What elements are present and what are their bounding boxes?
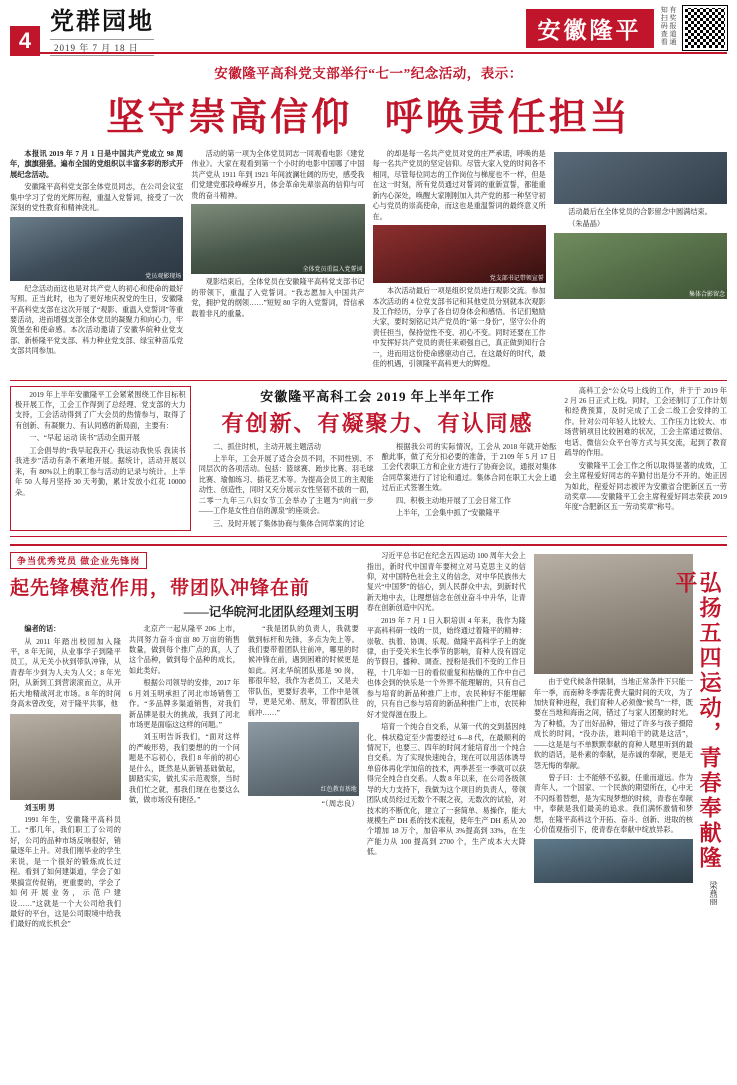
feature-para: 根据公司领导的安排，2017 年 6 月刘玉明承担了河北市场销售工作。“多品牌多渠道销售，对我们新品牌是很大的挑战，我到了河北市场更是面临这这样的问题。” (128, 679, 240, 729)
union-item: 四、积极主动地开展了工会日常工作 (395, 496, 511, 505)
masthead (10, 6, 727, 54)
photo-subject-portrait (10, 714, 121, 800)
lead-para: 活动的第一项为全体党员同志一同观看电影《建党伟业》。大家在观看到第一个小时的电影中国哪了中国共产党从 1911 年到 1921 年间波澜壮阔的历史，感受我们党建党那段峥嵘岁月，体会革命先辈崇高的信仰与可贵的奋斗精神。 (191, 150, 365, 200)
lead-para: 的却是每一名共产党员对党的庄严承诺，呼唤的是每一名共产党员的坚定信仰。尽管大家入党的时间各不相同，尽管每位同志的工作岗位与梯度也不一样，但是在这一时刻，所有党员通过对誓词的重新宣誓，都能重新内心深处，唤醒大家刚刚加入共产党的那一种坚守初心与党员的崇高使命，而这也是重温誓词的最终意义所在。 (372, 150, 546, 221)
photo-meeting-room (10, 217, 183, 281)
union-item: 三、及时开展了集体协商与集体合同草案的讨论 (213, 519, 365, 528)
right-para: 曾子曰：士不能够不弘毅，任重而道远。作为青年人，一个国家、一个民族的期望所在，心中无不闪烁着替想，是为实现梦想的时候，青春在奉献中，奉献是我们最美的追求。我们满怀激情和梦想，在隆平高科这个开拓、奋斗、创新、进取的核心价值观指引下，使青春在奉献中绽放异彩。 (533, 774, 693, 835)
union-left-box (10, 386, 191, 532)
feature-byline: “（周志良） (321, 799, 359, 808)
lead-kicker: 安徽隆平高科党支部举行“七一”纪念活动，表示： (214, 66, 523, 81)
lead-para: 纪念活动而这也是对共产党人的初心和使命的最好写照。正当此时，也为了更好地庆祝党的生日，安徽隆平高科党支部在这次开展了“观影、重温入党誓词”等重要活动，进而增强支部全体党员的凝聚力和向心力，牢筑堡垒和使命感。本次活动邀请了安徽华皖种业党支部、新桥隆平党支部、科力种业党支部、绿宝种苗瓜党支部共同参加。 (10, 284, 184, 356)
lead-para: 本次活动最后一项是组织党员进行观影交流。参加本次活动的 4 位党支部书记和其他党员分别就本次观影及工作经历，分享了各自切身体会和感悟。书记们勉励大家，要时刻铭记共产党员的“第一身份”，坚守公仆的责任担当，保持觉性不变、初心不变。同时还要在工作中发挥好共产党员的责任来顽强自己，真正做到知行合一，进而用这份使命感驱动自己，在这最好的时代，最佳的机遇，引领隆平高科更大的辉煌。 (372, 287, 546, 369)
lead-para: 本报讯 2019 年 7 月 1 日是中国共产党成立 98 周年，旗旗猎猎。遍布全国的党组织以丰富多彩的形式开展纪念活动。 (10, 150, 184, 179)
lead-column-2 (191, 149, 364, 372)
union-item: 根据我公司的实际情况，工会从 2018 年就开始酝酿此事，做了充分扣必要的准备，于 2109 年 5 月 17 日工会代表职工方和企业方进行了协商会议，通报对集体合同草案进行了讨论和通过。集体合同在职工大会上通过后正式签署生效。 (381, 442, 557, 493)
lead-headline-part1: 坚守崇高信仰 (106, 97, 353, 139)
subject-note: 1991 年生，安徽隆平高科员工。“那几年，我们职工了公司的好，公司的品种市场反响很好，销量逐年上升。对我们刚毕业的学生来说，是一个很好的锻炼成长过程。看到了如何建渠道，学会了如果搞宣传促销，更重要的，学会了如何开展业务，示范户建设……”这就是一个大公司给我们最好的平台，这是公司眼境中给我们最好的成长机会” (10, 816, 121, 929)
union-item: 二、抓住时机，主动开展主题活动 (213, 442, 321, 451)
feature-headline: 起先锋模范作用，带团队冲锋在前 (10, 578, 311, 600)
photo-caption: 党支部书记带领宣誓 (489, 276, 544, 283)
union-item: 安徽隆平工会工作之所以取得显著的成效，工会主席程爱好同志的辛勤付出是分不开的。她正因为如此，程爱好同志被评为安徽省合肥新区五一劳动奖章——安徽隆平工会主席程爱好同志荣获 2019 年度“合肥新区五一劳动奖章”称号。 (564, 461, 727, 512)
feature-left (10, 551, 359, 932)
section-title: 党群园地 (50, 8, 154, 35)
photo-caption: 全体党员重温入党誓词 (302, 267, 363, 274)
right-col-2 (534, 551, 693, 886)
paper-logo: 安徽隆平 (526, 9, 654, 48)
right-col-1 (367, 551, 526, 886)
right-para: 培育一个纯合自交系，从第一代的交到基因纯化、株状稳定至少需要经过 6—8 代，在最顺利的情况下，也要三、四年的时间才能培育出一个纯合自交系。为了实现快速纯合，现在可以用活体诱导单倍体再化学加倍的技术，两季甚至一季就可以获得完全纯合自交系。人数 8 年以来，在公司各级领导的大力支持下，我做为这个项目的负责人，带领团队成员经过无数个不眠之夜，无数次的试验，对技术的不断优化，建立了一套简单、易操作，能大规模生产 DH 系的技术流程，使年生产 DH 系从 20 个增加 18 万个，加倍率从 3%提高到 33%，在生产能力从 100 提高到 2700 个，生产成本大大降低。 (366, 723, 526, 857)
right-vertical-title: 弘扬五四运动，青春奉献隆平 (672, 571, 722, 872)
feature-subhead: ——记华皖河北团队经理刘玉明 (183, 605, 359, 620)
union-right (564, 386, 727, 532)
page-number: 4 (10, 26, 40, 56)
feature-right (367, 551, 727, 932)
union-center (199, 386, 557, 532)
union-intro: 2019 年上半年安徽隆平工会紧紧围绕工作目标积极开展工作，工会工作得到了总经理、党支部的大力支持，工会活动得到了广大会员的热情参与，取得了有创新、有凝聚力、有认同感的新局面，主要有： (15, 390, 186, 430)
lead-para: 安徽隆平高科党支部全体党员同志，在公司会议室集中学习了党的光辉历程，重温入党誓词，接受了一次深刻的党性教育和精神洗礼。 (10, 183, 184, 213)
right-para: 由于党代候条件限制，当地正常条件下只能一年一季，而南种冬季需花费大量时间的天攻，为了加快育种进程，我们育种人必须像“候鸟”一样，既要在当地和海南之间，错过了与家人团聚的时光。为了种植，为了出好品种，错过了许多与孩子摄陪成长的时间，“没办法，谁叫咱干的就是这活”，——这是是与不单默默奉献的育种人嗯里听到的最软的语话，是朴素的奉献，是赤诚的奉献，更是无怨无悔的奉献。 (533, 678, 693, 770)
right-para: 2019 年 7 月 1 日入职培训 4 年来，我作为隆平高科科研一线的一员，始终通过着隆平的精神：崇敬、执着、协调、乐观。做隆平高科学子上的旋律，由于受关米生长季节的影响，育种人没有固定的节假日，播种、调查、授粉是我们不变的工作日程，十几年如一日的看似重复和枯燥的工作中自己也体会到的快乐是一个外界不能理解的，只有自己参与培育的新品种推广上市，农民种好不能埋解的，只有自己参与培育的新品种推广上市，农民种好才觉得滋在股上。 (366, 616, 526, 719)
lead-para: 活动最后在全体党员的合影留念中圆满结束。 (568, 208, 712, 216)
photo-group-outdoor (554, 233, 727, 299)
feature-col-1 (10, 624, 121, 932)
photo-team (534, 839, 693, 883)
editor-note-title: 编者的话： (24, 625, 61, 634)
union-item: 上半年，工会集中抓了“安徽隆平 (395, 509, 500, 518)
right-author-name: 梁燕丽 (709, 881, 718, 906)
lead-column-3 (373, 149, 546, 372)
qr-note: 有奖报道通知扫码查看 (660, 6, 677, 46)
feature-ribbon: 争当优秀党员 做企业先锋岗 (10, 552, 147, 569)
issue-date: 2019 年 7 月 18 日 (50, 39, 154, 56)
union-item: 上半年，工会开展了适合会员不同，不同性别、不同层次的各项活动。包括：篮球赛、跆步比赛、羽毛球比赛、瑜伽练习、插花艺术等。为提高会员工的主观能动性、创造性，同时又充分展示女性坚韧不拔的一面，二零一九年三八妇女节工会举办了主题为“向前一步——工作是女性自信的源泉”的座谈会。 (198, 455, 374, 516)
lead-column-1 (10, 149, 183, 372)
lead-column-4 (554, 149, 727, 372)
union-subtitle: 有创新、有凝聚力、有认同感 (221, 410, 534, 436)
union-center-col-2 (382, 442, 557, 532)
lead-columns (10, 149, 727, 372)
union-item: 高科工会“公众号上线的工作，并于于 2019 年 2 月 26 日正式上线。同时，工会还制订了工作计划和经费预算，及时完成了工会二级工会安排的工作。针对公司年轻人比较大、工作压力比较大、市场营销项目比较困难的状况，工会主席通过微信、电话、微信公众平台等方式与其交流，起到了教育疏导的作用。 (564, 386, 727, 458)
lead-headline-part2: 呼唤责任担当 (384, 97, 631, 139)
union-article (10, 380, 727, 538)
union-item: 工会倡导的“我早起我开心 我运动我快乐 我读书我进步”活动有条不紊地开展。据统计，活动开展以来，有 80%以上的职工参与活动的记录与统计。上半年 50 人每月坚持 30 天考勤，累计发放小红花 10000 朵。 (15, 446, 186, 497)
photo-oath-ceremony (191, 204, 364, 274)
photo-caption: 集体合影留念 (688, 291, 725, 298)
subject-name: 刘玉明 男 (24, 803, 55, 812)
feature-para: “我是团队的负责人，我就要做到标杆和先锋，多点为先上等。我们要带着团队往前冲，哪里的时候冲锋在前，遇到困难的时候更是如此。河北华皖团队那是 90 岗，都很年轻，我作为老员工，又是夫带队伍，更要好表率，工作中是领导，更是兄弟、朋友，带着团队往前冲……” (247, 625, 359, 717)
feature-para: 刘玉明告诉我们，“面对这样的严峻形势，我们要想的的一个问题是不忘初心，我们 8 年前的初心是什么，既然是从新销基础做起，脚踏实实，做扎实示范观察，当时我们忙之就，那我们现在也要这么做，做市场没有捷径。” (128, 733, 240, 805)
right-para: 习近平总书记在纪念五四运动 100 周年大会上指出，新时代中国青年要树立对马克思主义的信仰，对中国特色社会主义的信念，对中华民族伟大复兴“中国梦”的信心，到人民群众中去，到新时代新天地中去，让理想信念在创业奋斗中升华，让青春在创新创造中闪光。 (366, 552, 526, 613)
lead-para: 观影结束后，全体党员在安徽隆平高科党支部书记的带领下，重温了入党誓词。“我志愿加入中国共产党，拥护党的纲领……”短短 80 字的入党誓词，背信承载着非凡的重量。 (191, 278, 365, 318)
feature-para: 北京产一起从隆平 206 上市，共同努力奋斗亩亩 80 万亩的销售数量，做到每个推广点的真，人了这个品种，做到每个品种的成长，如此类好。 (128, 625, 240, 675)
photo-author-portrait (534, 554, 693, 674)
union-title: 安徽隆平高科工会 2019 年上半年工作 (260, 388, 495, 404)
qr-code-icon[interactable] (683, 6, 727, 50)
photo-caption: 党员观影现场 (145, 273, 182, 280)
lead-headline (10, 86, 727, 141)
union-center-col-1 (199, 442, 374, 532)
lead-para: （朱晶晶） (568, 220, 605, 229)
photo-monument (248, 722, 359, 796)
feature-section (10, 544, 727, 932)
feature-col-3 (248, 624, 359, 932)
feature-col-2 (129, 624, 240, 932)
photo-party-flag (373, 225, 546, 283)
union-item: 一、“早起 运动 读书”活动全面开展 (29, 434, 140, 443)
editor-note: 从 2011 年踏出校园加入隆平，8 年无间，从业事学子到隆平员工，从无关小伙到带队冲锋，从青春年少到为人夫为人父；8 年光阴，从新到工到营滚滚而立，从开拓大地精战河北市场。8 年的时间身高未曾改变，对于隆平共事，他 (10, 637, 121, 709)
photo-caption: 红色教育基地 (320, 787, 357, 794)
photo-stage (554, 152, 727, 204)
